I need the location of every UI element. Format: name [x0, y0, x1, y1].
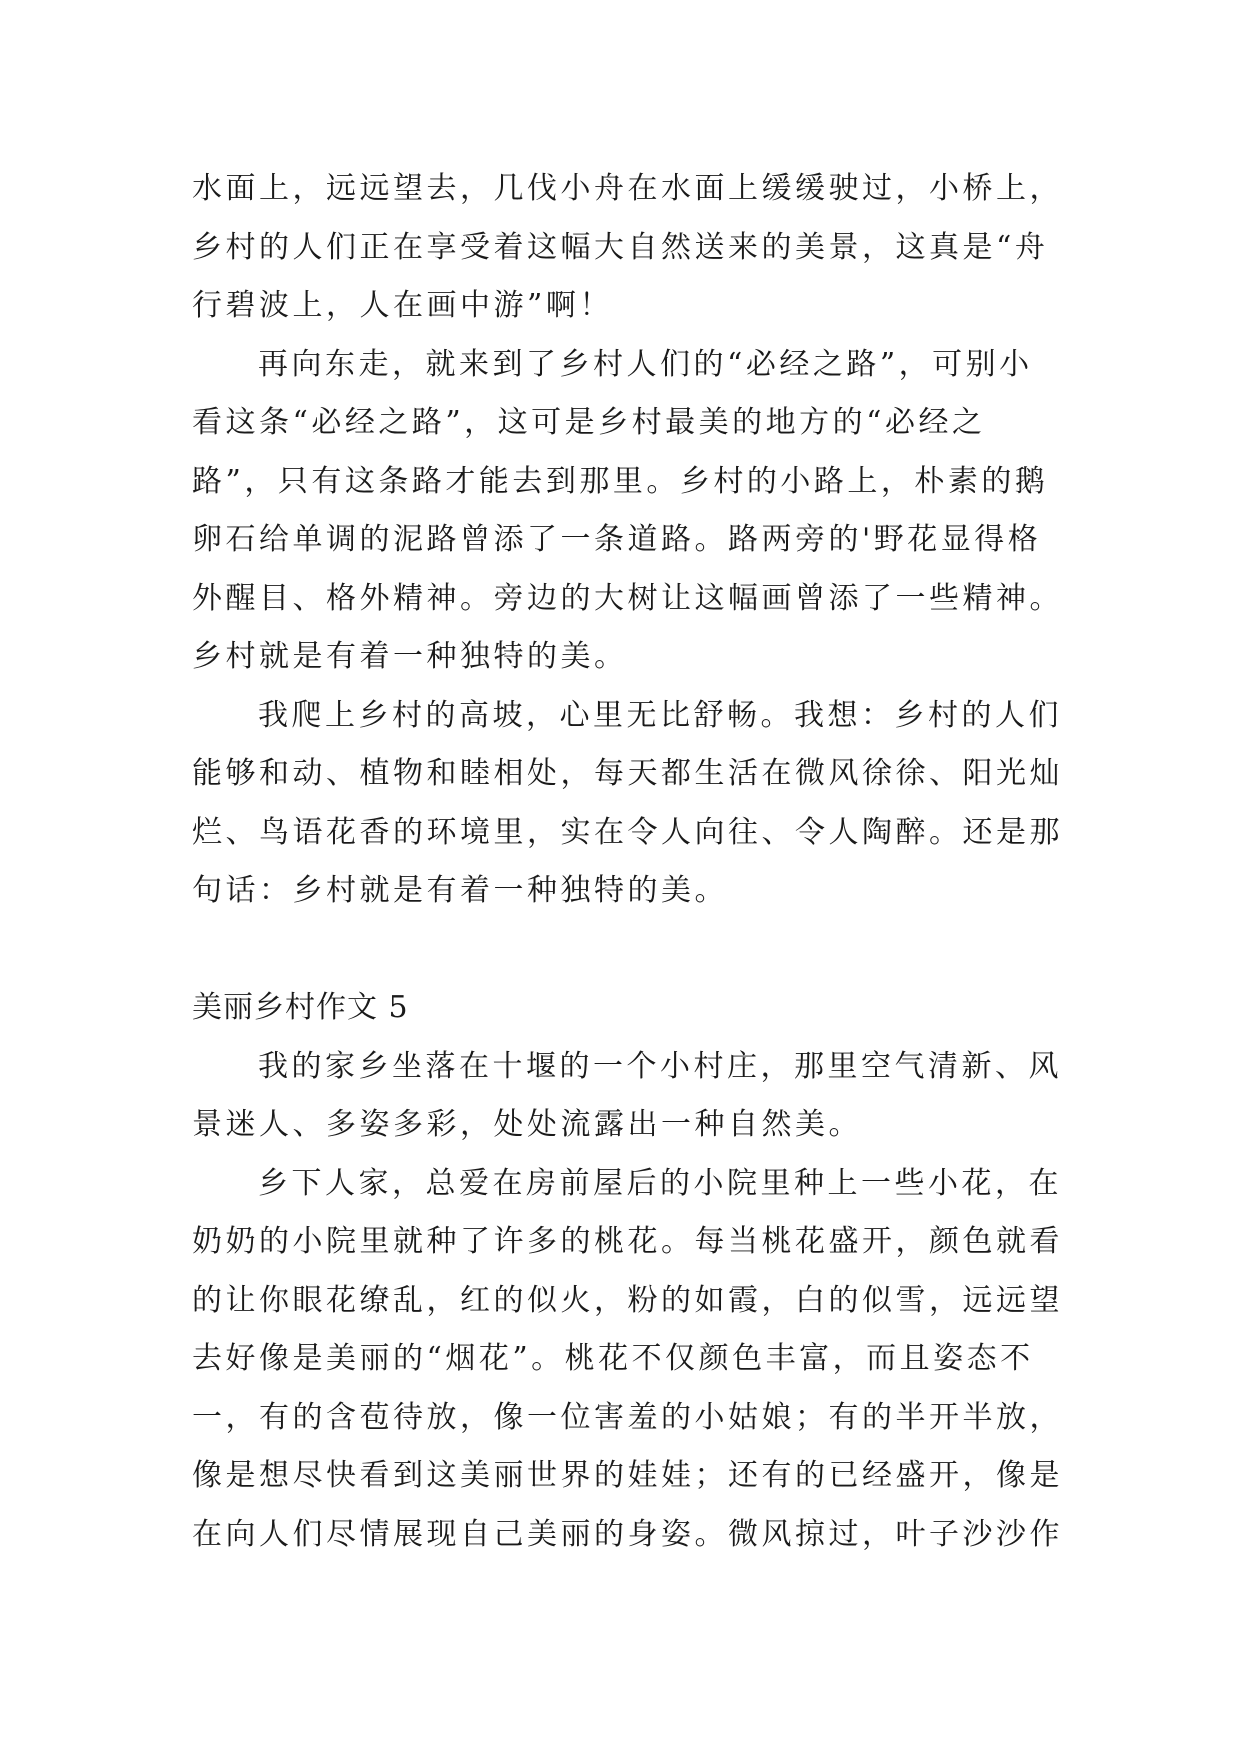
text-line: 卵石给单调的泥路曾添了一条道路。路两旁的'野花显得格: [192, 522, 1042, 557]
section-spacer: [192, 921, 1072, 980]
paragraph: [192, 1155, 1072, 1565]
text-line: 路”，只有这条路才能去到那里。乡村的小路上，朴素的鹅: [192, 463, 1049, 499]
text-line: 乡村的人们正在享受着这幅大自然送来的美景，这真是“舟: [192, 229, 1049, 265]
text-line: 行碧波上，人在画中游”啊！: [192, 288, 613, 323]
text-line: 的让你眼花缭乱，红的似火，粉的如霞，白的似雪，远远望: [192, 1282, 1063, 1318]
paragraph: [192, 1038, 1072, 1155]
paragraph: [192, 160, 1072, 336]
paragraph: [192, 336, 1072, 687]
document-body: [192, 160, 1072, 1564]
text-line: 像是想尽快看到这美丽世界的娃娃；还有的已经盛开，像是: [192, 1458, 1063, 1493]
text-line: 再向东走，就来到了乡村人们的“必经之路”，可别小: [258, 346, 1033, 382]
text-line: 外醒目、格外精神。旁边的大树让这幅画曾添了一些精神。: [192, 580, 1063, 616]
text-line: 烂、鸟语花香的环境里，实在令人向往、令人陶醉。还是那: [192, 814, 1063, 850]
text-line: 去好像是美丽的“烟花”。桃花不仅颜色丰富，而且姿态不: [192, 1341, 1034, 1376]
text-line: 句话：乡村就是有着一种独特的美。: [192, 873, 728, 908]
text-line: 一，有的含苞待放，像一位害羞的小姑娘；有的半开半放，: [192, 1399, 1063, 1435]
text-line: 水面上，远远望去，几伐小舟在水面上缓缓驶过，小桥上，: [192, 171, 1063, 206]
text-line: 我的家乡坐落在十堰的一个小村庄，那里空气清新、风: [258, 1048, 1062, 1084]
text-line: 乡下人家，总爱在房前屋后的小院里种上一些小花，在: [258, 1165, 1062, 1201]
text-line: 看这条“必经之路”，这可是乡村最美的地方的“必经之: [192, 405, 986, 440]
text-line: 乡村就是有着一种独特的美。: [192, 639, 628, 674]
text-line: 我爬上乡村的高坡，心里无比舒畅。我想：乡村的人们: [258, 697, 1062, 733]
section-heading: 美丽乡村作文 5: [192, 990, 409, 1025]
text-line: 奶奶的小院里就种了许多的桃花。每当桃花盛开，颜色就看: [192, 1224, 1063, 1259]
text-line: 能够和动、植物和睦相处，每天都生活在微风徐徐、阳光灿: [192, 756, 1063, 791]
text-line: 在向人们尽情展现自己美丽的身姿。微风掠过，叶子沙沙作: [192, 1516, 1063, 1552]
paragraph: [192, 687, 1072, 921]
text-line: 景迷人、多姿多彩，处处流露出一种自然美。: [192, 1107, 862, 1142]
